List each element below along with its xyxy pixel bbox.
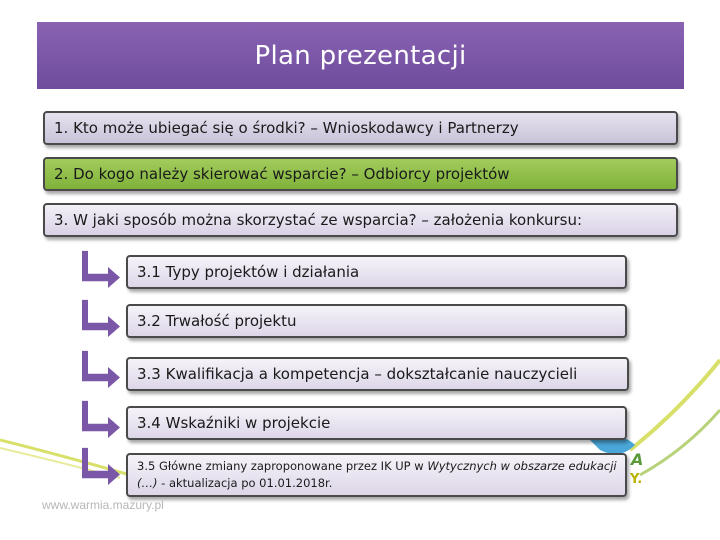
- agenda-item-1: 1. Kto może ubiegać się o środki? – Wnioskodawcy i Partnerzy: [43, 111, 678, 145]
- agenda-item-3: 3. W jaki sposób można skorzystać ze wsparcia? – założenia konkursu:: [43, 203, 678, 237]
- agenda-subitem-3-4: 3.4 Wskaźniki w projekcie: [126, 406, 627, 440]
- logo-fragment-2: Y.: [630, 472, 643, 487]
- arrow-icon: [74, 399, 122, 439]
- arrow-icon: [74, 446, 122, 486]
- subitem-5-text-italic: Wytycznych w obszarze edukacji (…): [137, 459, 617, 490]
- agenda-subitem-3-3: 3.3 Kwalifikacja a kompetencja – dokształcanie nauczycieli: [126, 357, 629, 391]
- agenda-subitem-3-2: 3.2 Trwałość projektu: [126, 304, 627, 338]
- subitem-5-text-3: - aktualizacja po 01.01.2018r.: [157, 476, 333, 490]
- arrow-icon: [74, 249, 122, 289]
- slide-title-bar: [37, 22, 684, 89]
- agenda-item-2: 2. Do kogo należy skierować wsparcie? – Odbiorcy projektów: [43, 157, 678, 191]
- agenda-subitem-3-1: 3.1 Typy projektów i działania: [126, 255, 627, 289]
- footer-url[interactable]: www.warmia.mazury.pl: [42, 498, 164, 512]
- slide-title: Plan prezentacji: [254, 40, 467, 71]
- subitem-5-text-1: 3.5 Główne zmiany zaproponowane przez IK UP w: [137, 459, 428, 473]
- arrow-icon: [74, 298, 122, 338]
- arrow-icon: [74, 349, 122, 389]
- agenda-subitem-3-5: [126, 453, 627, 497]
- logo-fragment: A: [631, 450, 644, 469]
